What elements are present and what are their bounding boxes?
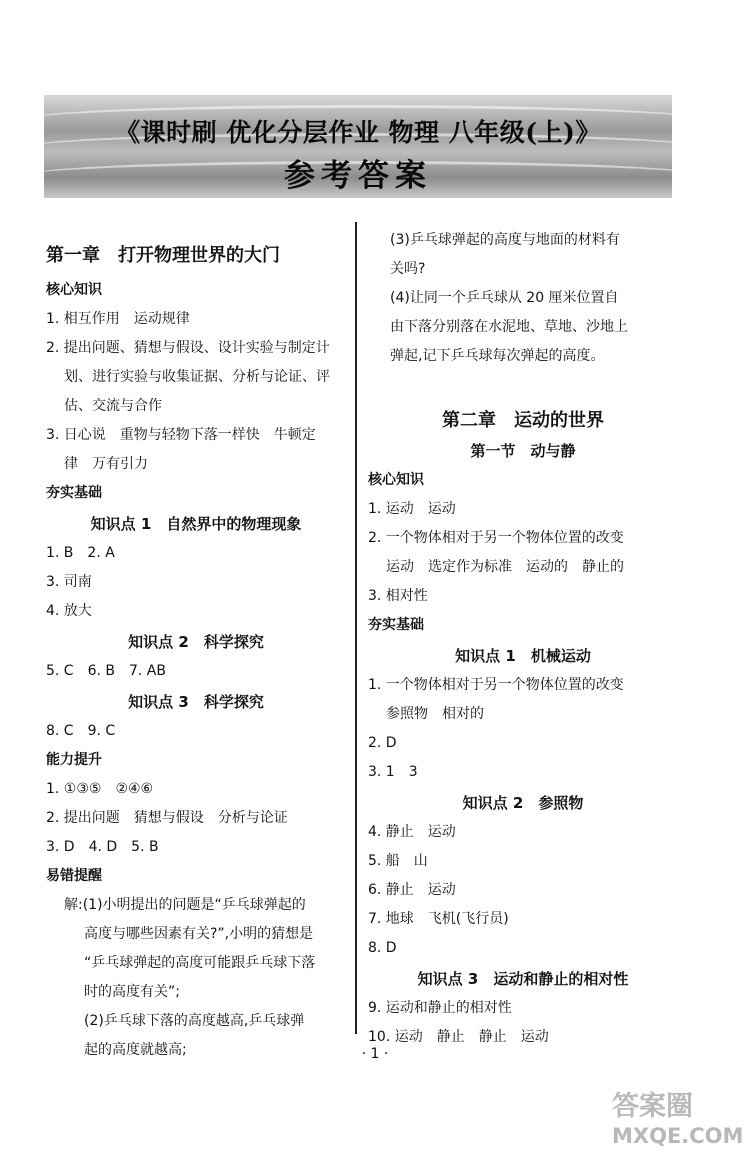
- core-knowledge-heading: 核心知识: [368, 472, 424, 488]
- solution-line: “乒乓球弹起的高度可能跟乒乓球下落: [84, 955, 316, 971]
- book-title: 《课时刷 优化分层作业 物理 八年级(上)》: [115, 118, 601, 147]
- answer-line: 5. C 6. B 7. AB: [46, 663, 166, 679]
- answer-line: 划、进行实验与收集证据、分析与论证、评: [64, 369, 330, 385]
- answer-line: 4. 放大: [46, 603, 92, 619]
- knowledge-point-heading: 知识点 3 运动和静止的相对性: [417, 970, 629, 988]
- solution-line: 解:(1)小明提出的问题是“乒乓球弹起的: [64, 897, 306, 913]
- answer-line: 8. C 9. C: [46, 723, 116, 739]
- answer-line: 1. 一个物体相对于另一个物体位置的改变: [368, 677, 624, 693]
- chapter-2-heading: 第二章 运动的世界: [442, 410, 604, 431]
- ability-heading: 能力提升: [46, 752, 102, 768]
- basic-heading: 夯实基础: [46, 485, 102, 501]
- answer-line: 1. B 2. A: [46, 545, 115, 561]
- watermark-url: MXQE.COM: [612, 1124, 744, 1148]
- answer-key-title: 参考答案: [284, 158, 432, 194]
- solution-line: (4)让同一个乒乓球从 20 厘米位置自: [390, 290, 619, 306]
- error-reminder-heading: 易错提醒: [46, 868, 102, 884]
- solution-line: (2)乒乓球下落的高度越高,乒乓球弹: [84, 1013, 305, 1029]
- answer-line: 参照物 相对的: [386, 706, 484, 722]
- answer-line: 2. 一个物体相对于另一个物体位置的改变: [368, 530, 624, 546]
- answer-line: 3. 日心说 重物与轻物下落一样快 牛顿定: [46, 427, 316, 443]
- answer-line: 3. 相对性: [368, 588, 428, 604]
- right-column: [368, 226, 678, 1052]
- knowledge-point-heading: 知识点 1 机械运动: [455, 647, 591, 665]
- answer-line: 6. 静止 运动: [368, 882, 456, 898]
- knowledge-point-heading: 知识点 1 自然界中的物理现象: [90, 515, 302, 533]
- answer-line: 3. 1 3: [368, 764, 418, 780]
- solution-line: (3)乒乓球弹起的高度与地面的材料有: [390, 232, 620, 248]
- answer-line: 8. D: [368, 940, 397, 956]
- section-heading: 第一节 动与静: [470, 442, 576, 460]
- answer-line: 9. 运动和静止的相对性: [368, 1000, 512, 1016]
- answer-line: 7. 地球 飞机(飞行员): [368, 911, 509, 927]
- solution-line: 关吗?: [390, 261, 426, 277]
- answer-line: 2. 提出问题、猜想与假设、设计实验与制定计: [46, 340, 330, 356]
- answer-line: 律 万有引力: [64, 456, 148, 472]
- answer-line: 10. 运动 静止 静止 运动: [368, 1029, 549, 1045]
- answer-line: 1. ①③⑤ ②④⑥: [46, 781, 154, 797]
- answer-line: 运动 选定作为标准 运动的 静止的: [386, 559, 624, 575]
- answer-line: 2. 提出问题 猜想与假设 分析与论证: [46, 810, 288, 826]
- page-number: · 1 ·: [361, 1046, 389, 1062]
- answer-line: 2. D: [368, 735, 397, 751]
- answer-line: 1. 相互作用 运动规律: [46, 311, 190, 327]
- solution-line: 时的高度有关”;: [84, 984, 180, 1000]
- knowledge-point-heading: 知识点 2 科学探究: [128, 633, 264, 651]
- answer-line: 3. D 4. D 5. B: [46, 839, 159, 855]
- column-divider: [355, 222, 357, 1034]
- answer-line: 1. 运动 运动: [368, 501, 456, 517]
- knowledge-point-heading: 知识点 2 参照物: [462, 794, 584, 812]
- answer-line: 4. 静止 运动: [368, 824, 456, 840]
- core-knowledge-heading: 核心知识: [46, 282, 102, 298]
- basic-heading: 夯实基础: [368, 617, 424, 633]
- answer-line: 3. 司南: [46, 574, 92, 590]
- watermark-logo: 答案圈: [612, 1091, 693, 1122]
- solution-line: 起的高度就越高;: [84, 1042, 187, 1058]
- solution-line: 弹起,记下乒乓球每次弹起的高度。: [390, 348, 605, 364]
- answer-line: 5. 船 山: [368, 853, 428, 869]
- left-column: [46, 226, 346, 1065]
- title-banner: [44, 95, 672, 198]
- knowledge-point-heading: 知识点 3 科学探究: [128, 693, 264, 711]
- chapter-1-heading: 第一章 打开物理世界的大门: [46, 245, 280, 266]
- solution-line: 高度与哪些因素有关?”,小明的猜想是: [84, 926, 314, 942]
- answer-line: 估、交流与合作: [64, 398, 162, 414]
- solution-line: 由下落分别落在水泥地、草地、沙地上: [390, 319, 628, 335]
